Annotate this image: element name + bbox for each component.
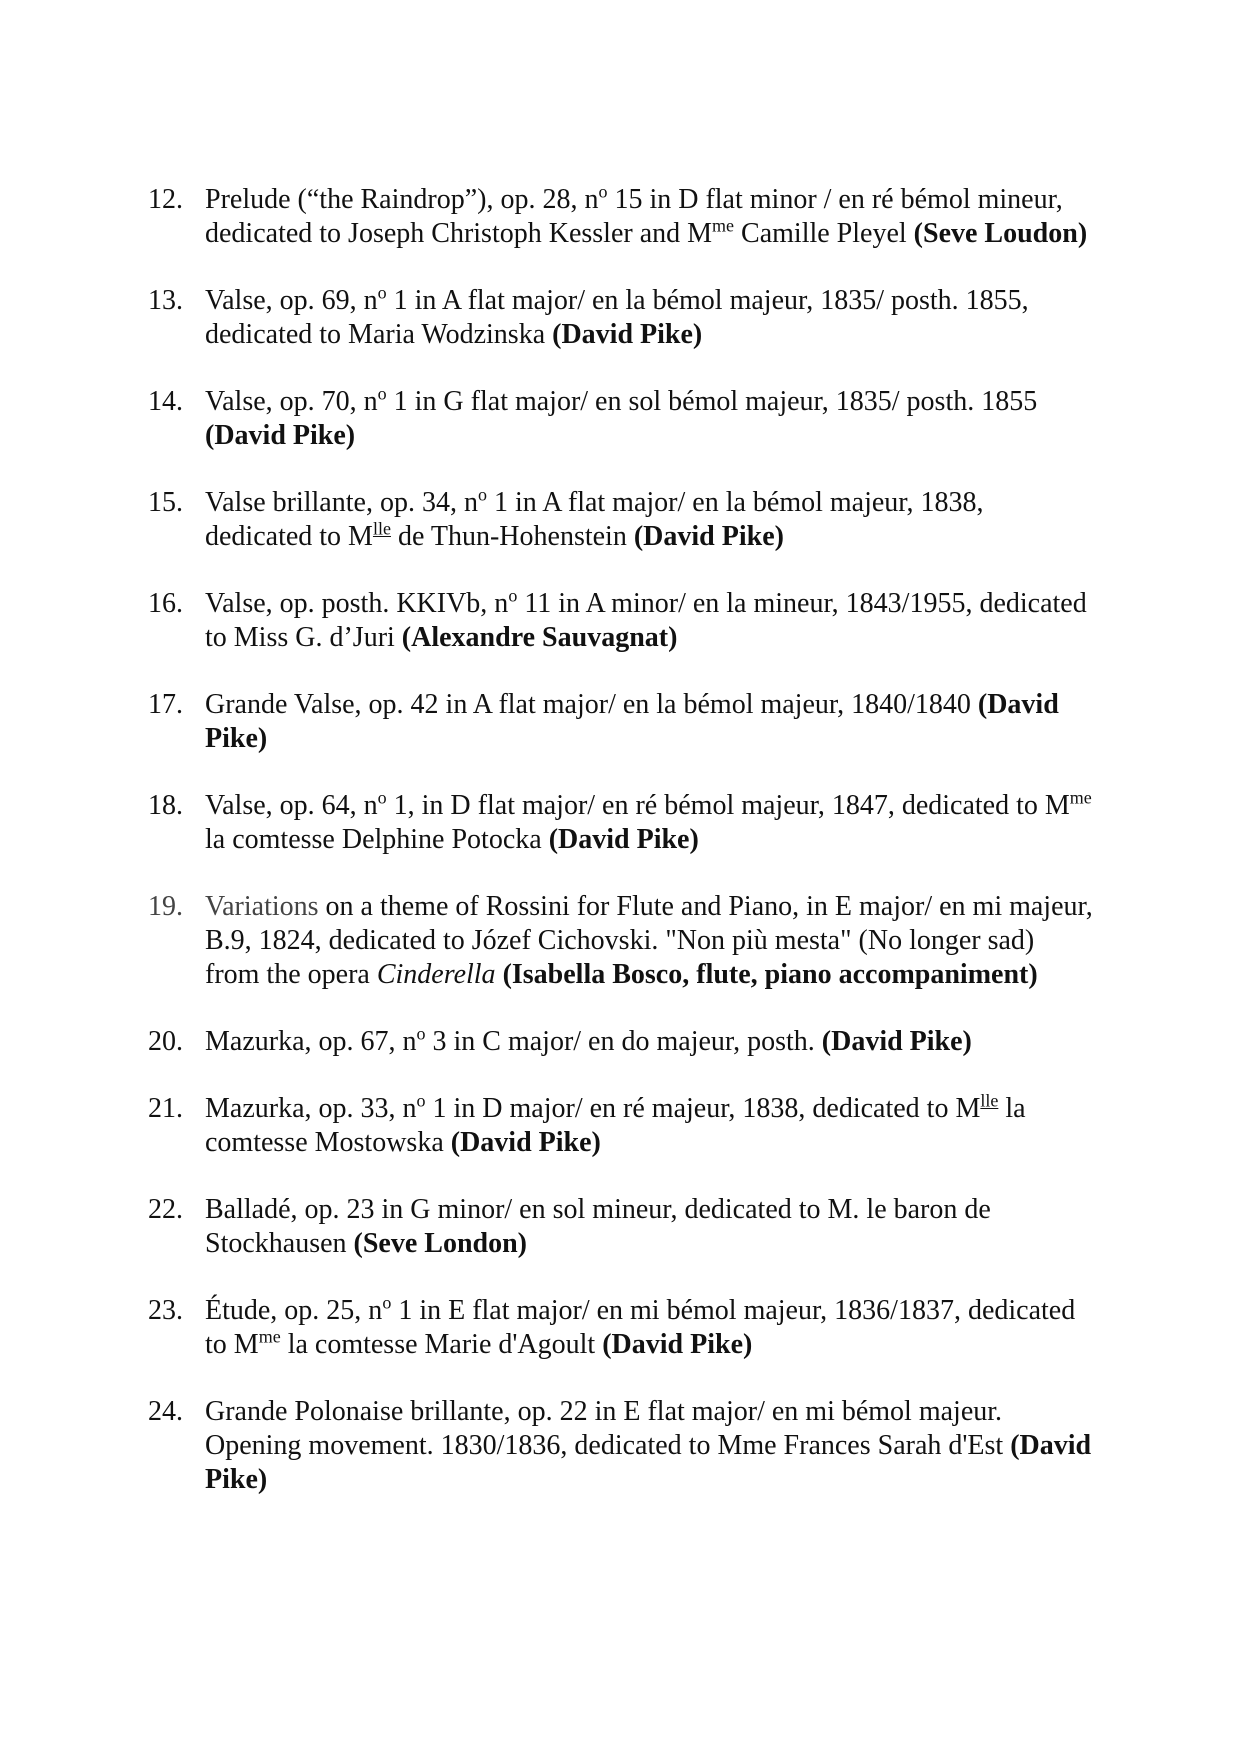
superscript: o bbox=[377, 282, 387, 303]
item-number: 20. bbox=[148, 1026, 183, 1057]
item-text: Valse, op. 70, n bbox=[205, 386, 378, 417]
superscript: o bbox=[377, 787, 387, 808]
item-text: la comtesse Delphine Potocka bbox=[205, 824, 549, 855]
item-text: 1 in A flat major/ en la bémol majeur, 1835/ posth. 1855, dedicated to Maria Wodzinska bbox=[205, 285, 1029, 350]
item-text: la comtesse Mostowska bbox=[205, 1093, 1026, 1158]
superscript: o bbox=[416, 1023, 426, 1044]
item-number: 16. bbox=[148, 588, 183, 619]
item-text: 11 in A minor/ en la mineur, 1843/1955, dedicated to Miss G. d’Juri bbox=[205, 588, 1087, 653]
performer-name: (David Pike) bbox=[548, 824, 699, 855]
item-text: la comtesse Marie d'Agoult bbox=[280, 1329, 603, 1360]
item-text: on a theme of Rossini for Flute and Piano, in E major/ en mi majeur, B.9, 1824, dedicated to Józef Cichovski. "Non più mesta" (No longer sad) from the opera bbox=[205, 891, 1093, 990]
performer-name: (Seve London) bbox=[353, 1228, 527, 1259]
item-text: 1 in A flat major/ en la bémol majeur, 1838, dedicated to M bbox=[205, 487, 984, 552]
list-item bbox=[148, 486, 1093, 554]
item-text: de Thun-Hohenstein bbox=[390, 521, 634, 552]
item-text: Valse brillante, op. 34, n bbox=[205, 487, 478, 518]
item-text: Camille Pleyel bbox=[734, 218, 914, 249]
opera-title: Cinderella bbox=[376, 959, 496, 990]
superscript: lle bbox=[372, 518, 391, 539]
item-text: 3 in C major/ en do majeur, posth. bbox=[425, 1026, 822, 1057]
item-text: 1 in D major/ en ré majeur, 1838, dedicated to M bbox=[425, 1093, 981, 1124]
performer-name: (David Pike) bbox=[450, 1127, 601, 1158]
performer-name: (David Pike) bbox=[552, 319, 703, 350]
item-text: Grande Valse, op. 42 in A flat major/ en la bémol majeur, 1840/1840 bbox=[205, 689, 978, 720]
list-item bbox=[148, 385, 1093, 453]
superscript: lle bbox=[980, 1090, 999, 1111]
item-text: 1, in D flat major/ en ré bémol majeur, 1847, dedicated to M bbox=[386, 790, 1070, 821]
list-item bbox=[148, 284, 1093, 352]
superscript: o bbox=[477, 484, 487, 505]
item-text: 1 in G flat major/ en sol bémol majeur, 1835/ posth. 1855 bbox=[386, 386, 1038, 417]
item-text: Mazurka, op. 67, n bbox=[205, 1026, 417, 1057]
performer-name: (David Pike) bbox=[602, 1329, 753, 1360]
item-number: 15. bbox=[148, 487, 183, 518]
list-item bbox=[148, 1025, 1093, 1059]
program-list bbox=[148, 183, 1093, 1530]
superscript: o bbox=[382, 1292, 392, 1313]
superscript: me bbox=[712, 215, 735, 236]
list-item bbox=[148, 1092, 1093, 1160]
item-number: 22. bbox=[148, 1194, 183, 1225]
item-text: Étude, op. 25, n bbox=[205, 1295, 383, 1326]
superscript: o bbox=[598, 181, 608, 202]
item-number: 23. bbox=[148, 1295, 183, 1326]
list-item bbox=[148, 890, 1093, 992]
item-text: Valse, op. 69, n bbox=[205, 285, 378, 316]
item-text: Prelude (“the Raindrop”), op. 28, n bbox=[205, 184, 599, 215]
item-text: 1 in E flat major/ en mi bémol majeur, 1836/1837, dedicated to M bbox=[205, 1295, 1076, 1360]
list-item bbox=[148, 1193, 1093, 1261]
list-item bbox=[148, 1395, 1093, 1497]
performer-name: (David Pike) bbox=[205, 420, 356, 451]
item-number: 24. bbox=[148, 1396, 183, 1427]
performer-name: (David Pike) bbox=[205, 1430, 1092, 1495]
list-item bbox=[148, 789, 1093, 857]
item-number: 19. bbox=[148, 891, 183, 922]
item-text: Valse, op. posth. KKIVb, n bbox=[205, 588, 509, 619]
item-text: Variations bbox=[205, 891, 319, 922]
item-number: 13. bbox=[148, 285, 183, 316]
superscript: o bbox=[416, 1090, 426, 1111]
list-item bbox=[148, 587, 1093, 655]
item-number: 17. bbox=[148, 689, 183, 720]
item-text: Grande Polonaise brillante, op. 22 in E flat major/ en mi bémol majeur. Opening movement. 1830/1836, dedicated to Mme Frances Sarah d'Est bbox=[205, 1396, 1011, 1461]
item-number: 14. bbox=[148, 386, 183, 417]
performer-name: (Seve Loudon) bbox=[913, 218, 1088, 249]
superscript: me bbox=[1069, 787, 1092, 808]
item-number: 21. bbox=[148, 1093, 183, 1124]
list-item bbox=[148, 1294, 1093, 1362]
superscript: me bbox=[258, 1326, 281, 1347]
superscript: o bbox=[377, 383, 387, 404]
item-text: 15 in D flat minor / en ré bémol mineur, dedicated to Joseph Christoph Kessler and M bbox=[205, 184, 1063, 249]
item-number: 18. bbox=[148, 790, 183, 821]
performer-name: (David Pike) bbox=[633, 521, 784, 552]
performer-name: (David Pike) bbox=[205, 689, 1059, 754]
item-text: Mazurka, op. 33, n bbox=[205, 1093, 417, 1124]
list-item bbox=[148, 183, 1093, 251]
performer-name: (Isabella Bosco, flute, piano accompaniment) bbox=[495, 959, 1038, 990]
performer-name: (Alexandre Sauvagnat) bbox=[401, 622, 678, 653]
performer-name: (David Pike) bbox=[821, 1026, 972, 1057]
item-text: Balladé, op. 23 in G minor/ en sol mineur, dedicated to M. le baron de Stockhausen bbox=[205, 1194, 991, 1259]
superscript: o bbox=[508, 585, 518, 606]
list-item bbox=[148, 688, 1093, 756]
item-number: 12. bbox=[148, 184, 183, 215]
item-text: Valse, op. 64, n bbox=[205, 790, 378, 821]
